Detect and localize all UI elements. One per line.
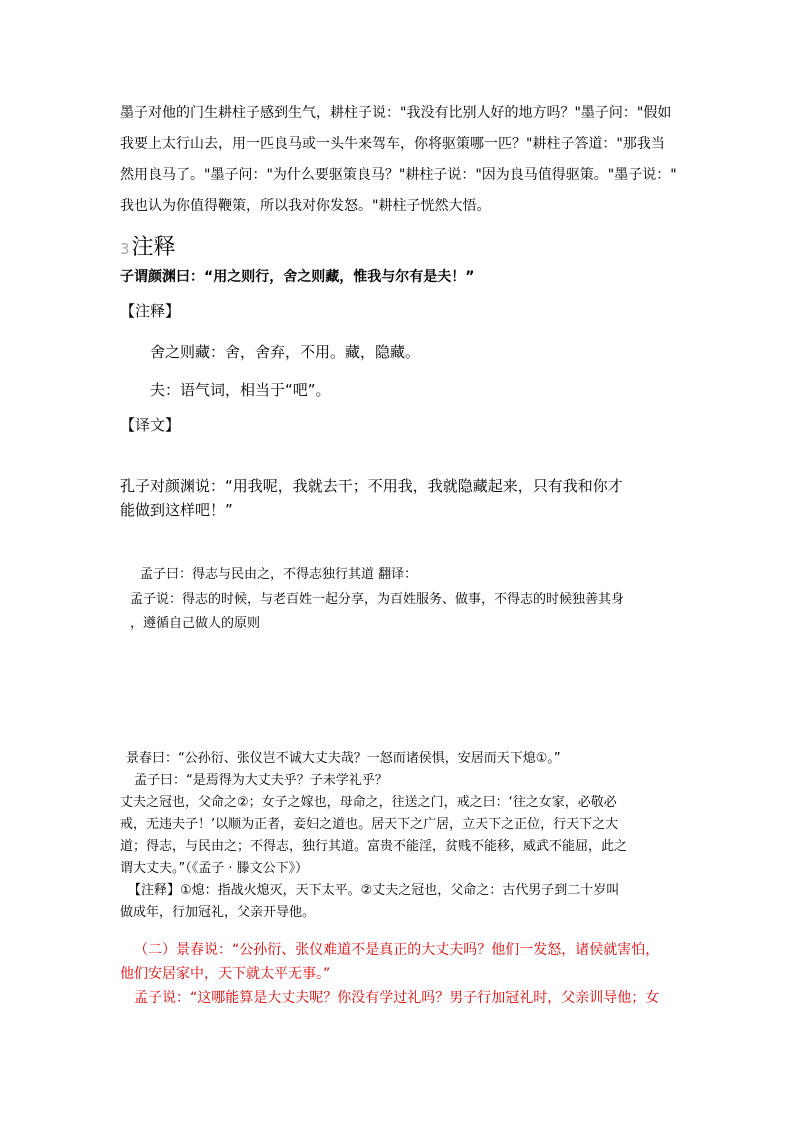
- red-translation-passage: [120, 938, 680, 1010]
- mencius-translation: [130, 588, 680, 636]
- jingchun-passage: [120, 748, 680, 924]
- quote-line: 子谓颜渊曰：“用之则行，舍之则藏，惟我与尔有是夫！”: [120, 269, 475, 285]
- text-line: 【注释】①熄：指战火熄灭，天下太平。②丈夫之冠也，父命之：古代男子到二十岁叫: [128, 883, 620, 898]
- mencius-heading: 孟子曰：得志与民由之，不得志独行其道 翻译：: [140, 567, 418, 582]
- text-line: 能做到这样吧！”: [120, 501, 233, 519]
- text-line: 道；得志，与民由之；不得志，独行其道。富贵不能淫，贫贱不能移，威武不能屈，此之: [120, 839, 628, 854]
- text-line: 我也认为你值得鞭策，所以我对你发怒。"耕柱子恍然大悟。: [120, 198, 491, 214]
- text-line: ，遵循自己做人的原则: [130, 616, 261, 631]
- paragraph-mozi-story: [120, 98, 680, 222]
- note-item: 舍之则藏：舍，舍弃，不用。藏，隐藏。: [150, 343, 421, 361]
- text-line: 丈夫之冠也，父命之②；女子之嫁也，母命之，往送之门，戒之曰：‘往之女家，必敬必: [120, 795, 617, 810]
- text-line: 他们安居家中，天下就太平无事。”: [120, 966, 331, 982]
- text-line: 孟子曰：“是焉得为大丈夫乎？子未学礼乎？: [134, 773, 388, 788]
- text-line: 然用良马了。"墨子问："为什么要驱策良马？"耕柱子说："因为良马值得驱策。"墨子说：": [120, 167, 677, 183]
- text-line: 做成年，行加冠礼，父亲开导他。: [120, 905, 316, 920]
- translation-paragraph: [120, 474, 680, 522]
- text-line: 戒，无违夫子！’以顺为正者，妾妇之道也。居天下之广居，立天下之正位，行天下之大: [120, 817, 619, 832]
- text-line: 景春曰：“公孙衍、张仪岂不诚大丈夫哉？一怒而诸侯惧，安居而天下熄①。”: [126, 751, 561, 766]
- section-title: 注释: [131, 235, 176, 260]
- annotation-tag: 【注释】: [120, 302, 181, 320]
- translation-tag: 【译文】: [120, 416, 181, 434]
- text-line: 墨子对他的门生耕柱子感到生气，耕柱子说："我没有比别人好的地方吗？"墨子问："假如: [120, 105, 672, 121]
- note-item: 夫：语气词，相当于“吧”。: [150, 381, 331, 399]
- text-line: 谓大丈夫。”（《孟子 · 滕文公下》）: [120, 861, 309, 876]
- text-line: 孔子对颜渊说：“用我呢，我就去干；不用我，我就隐藏起来，只有我和你才: [120, 477, 623, 495]
- text-line: 孟子说：“这哪能算是大丈夫呢？你没有学过礼吗？男子行加冠礼时，父亲训导他；女: [134, 990, 660, 1006]
- section-number: 3: [120, 240, 130, 258]
- text-line: 孟子说：得志的时候，与老百姓一起分享，为百姓服务、做事，不得志的时候独善其身: [130, 592, 625, 607]
- section-heading: [120, 234, 680, 263]
- text-line: （二）景春说：“公孙衍、张仪难道不是真正的大丈夫吗？他们一发怒，诸侯就害怕，: [134, 942, 660, 958]
- text-line: 我要上太行山去，用一匹良马或一头牛来驾车，你将驱策哪一匹？"耕柱子答道："那我当: [120, 136, 665, 152]
